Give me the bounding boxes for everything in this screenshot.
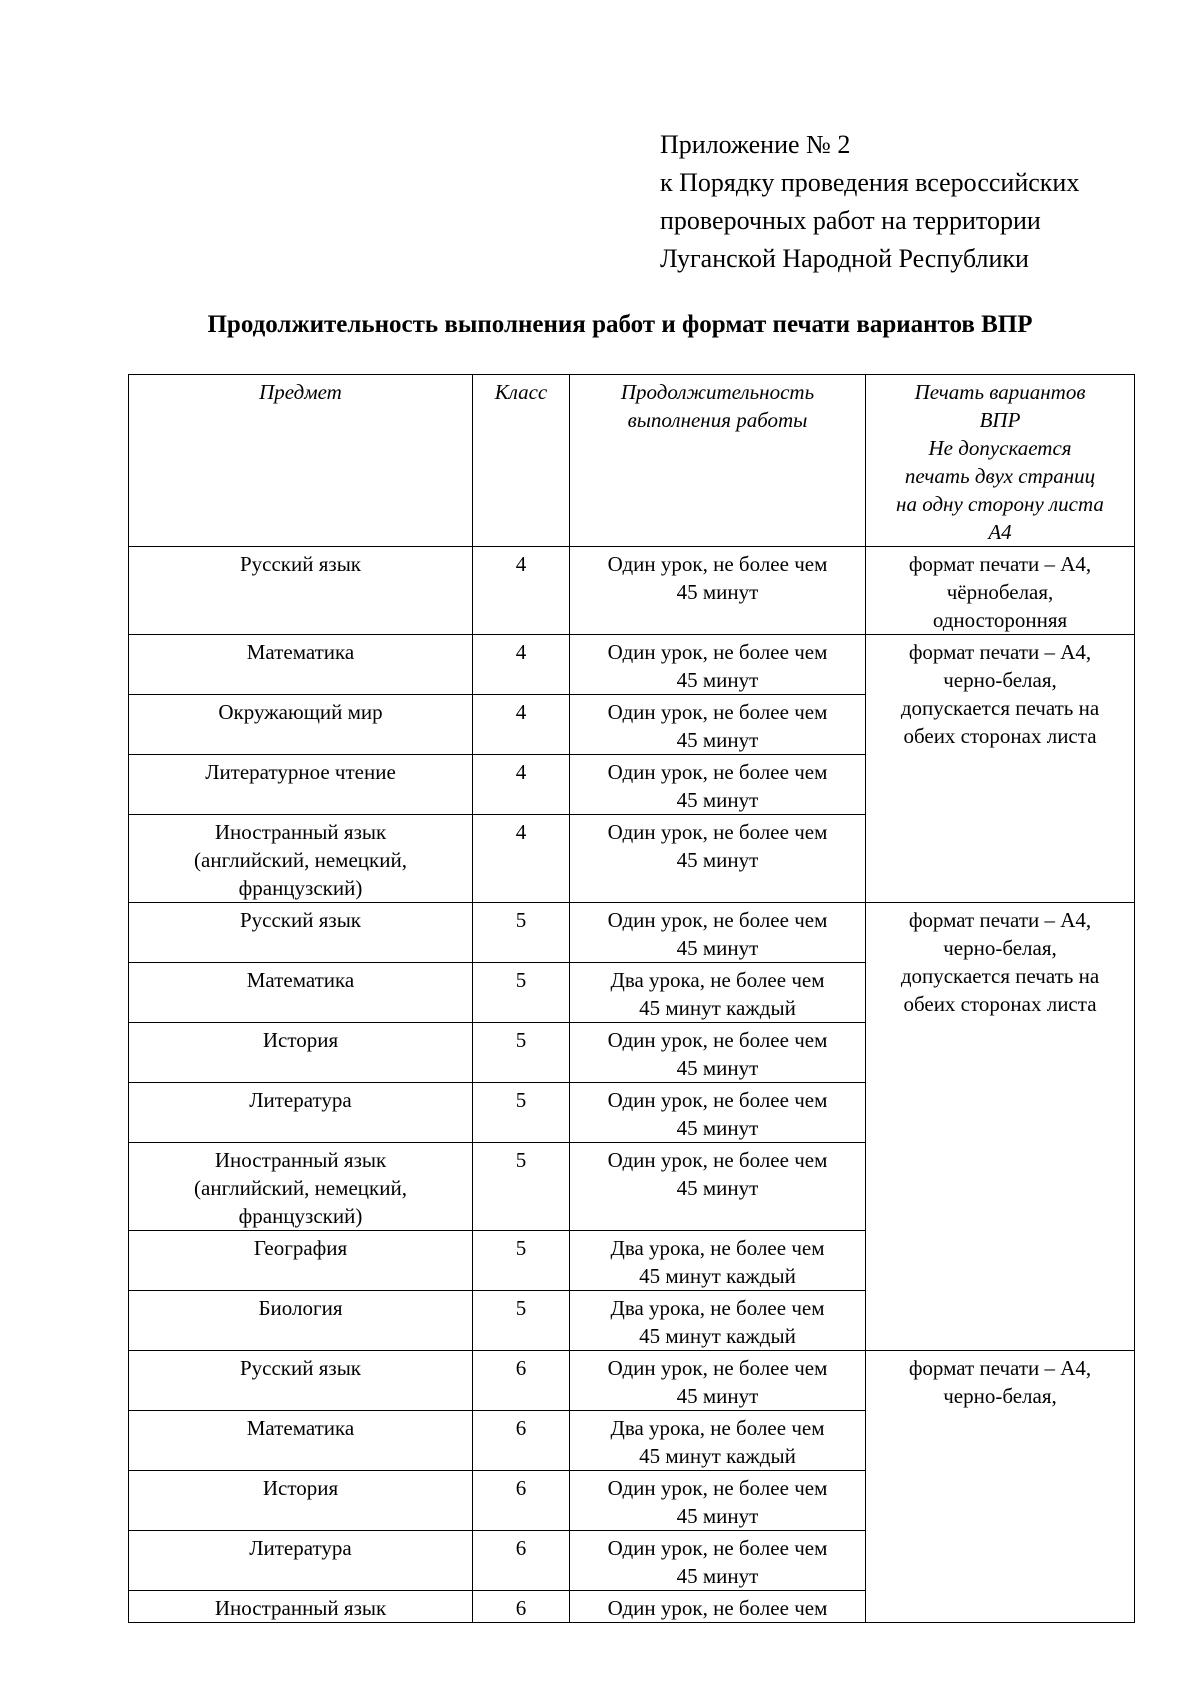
appendix-line: Луганской Народной Республики xyxy=(660,244,1029,273)
cell-subject: История xyxy=(129,1023,473,1083)
cell-subject: Литература xyxy=(129,1531,473,1591)
cell-subject: Иностранный язык (английский, немецкий, французский) xyxy=(129,815,473,903)
cell-duration: Один урок, не более чем 45 минут xyxy=(570,695,866,755)
cell-duration: Два урока, не более чем 45 минут каждый xyxy=(570,963,866,1023)
cell-grade: 4 xyxy=(473,635,570,695)
table-row xyxy=(129,903,1135,963)
appendix-line: Приложение № 2 xyxy=(660,130,851,159)
cell-grade: 5 xyxy=(473,963,570,1023)
cell-grade: 6 xyxy=(473,1411,570,1471)
cell-grade: 5 xyxy=(473,1143,570,1231)
cell-subject: Русский язык xyxy=(129,1351,473,1411)
cell-grade: 6 xyxy=(473,1471,570,1531)
cell-grade: 5 xyxy=(473,1291,570,1351)
cell-grade: 4 xyxy=(473,695,570,755)
cell-subject: Биология xyxy=(129,1291,473,1351)
appendix-line: проверочных работ на территории xyxy=(660,206,1041,235)
cell-grade: 6 xyxy=(473,1591,570,1623)
document-title: Продолжительность выполнения работ и формат печати вариантов ВПР xyxy=(207,311,1033,338)
cell-duration: Один урок, не более чем 45 минут xyxy=(570,755,866,815)
cell-duration: Один урок, не более чем 45 минут xyxy=(570,1471,866,1531)
cell-duration: Два урока, не более чем 45 минут каждый xyxy=(570,1231,866,1291)
table-header-row xyxy=(129,375,1135,547)
cell-duration: Один урок, не более чем 45 минут xyxy=(570,815,866,903)
cell-print-format: формат печати – А4, черно-белая, xyxy=(866,1351,1135,1623)
cell-grade: 4 xyxy=(473,547,570,635)
cell-subject: Литература xyxy=(129,1083,473,1143)
cell-subject: Русский язык xyxy=(129,547,473,635)
cell-duration: Один урок, не более чем 45 минут xyxy=(570,903,866,963)
cell-duration: Один урок, не более чем xyxy=(570,1591,866,1623)
appendix-block xyxy=(660,126,1079,278)
cell-grade: 5 xyxy=(473,903,570,963)
schedule-table xyxy=(128,374,1135,1623)
cell-duration: Один урок, не более чем 45 минут xyxy=(570,1351,866,1411)
table-row xyxy=(129,1351,1135,1411)
cell-duration: Один урок, не более чем 45 минут xyxy=(570,547,866,635)
cell-duration: Один урок, не более чем 45 минут xyxy=(570,1531,866,1591)
cell-subject: История xyxy=(129,1471,473,1531)
cell-subject: Математика xyxy=(129,1411,473,1471)
cell-grade: 5 xyxy=(473,1231,570,1291)
cell-subject: Иностранный язык xyxy=(129,1591,473,1623)
cell-grade: 5 xyxy=(473,1023,570,1083)
cell-grade: 4 xyxy=(473,755,570,815)
cell-print-format: формат печати – А4, чёрнобелая, односторонняя xyxy=(866,547,1135,635)
header-duration: Продолжительность выполнения работы xyxy=(570,375,866,547)
cell-print-format: формат печати – А4, черно-белая, допускается печать на обеих сторонах листа xyxy=(866,635,1135,903)
table-body xyxy=(129,547,1135,1623)
table-row xyxy=(129,635,1135,695)
cell-subject: Математика xyxy=(129,963,473,1023)
appendix-line: к Порядку проведения всероссийских xyxy=(660,168,1080,197)
cell-duration: Один урок, не более чем 45 минут xyxy=(570,635,866,695)
cell-print-format: формат печати – А4, черно-белая, допускается печать на обеих сторонах листа xyxy=(866,903,1135,1351)
cell-duration: Два урока, не более чем 45 минут каждый xyxy=(570,1291,866,1351)
cell-grade: 5 xyxy=(473,1083,570,1143)
cell-duration: Один урок, не более чем 45 минут xyxy=(570,1083,866,1143)
cell-subject: Русский язык xyxy=(129,903,473,963)
cell-grade: 4 xyxy=(473,815,570,903)
cell-grade: 6 xyxy=(473,1531,570,1591)
cell-subject: Математика xyxy=(129,635,473,695)
cell-duration: Один урок, не более чем 45 минут xyxy=(570,1023,866,1083)
cell-subject: Литературное чтение xyxy=(129,755,473,815)
cell-subject: Иностранный язык (английский, немецкий, французский) xyxy=(129,1143,473,1231)
cell-duration: Один урок, не более чем 45 минут xyxy=(570,1143,866,1231)
table-row xyxy=(129,547,1135,635)
cell-duration: Два урока, не более чем 45 минут каждый xyxy=(570,1411,866,1471)
header-print: Печать вариантов ВПР Не допускается печать двух страниц на одну сторону листа А4 xyxy=(866,375,1135,547)
header-grade: Класс xyxy=(473,375,570,547)
cell-subject: География xyxy=(129,1231,473,1291)
header-subject: Предмет xyxy=(129,375,473,547)
cell-grade: 6 xyxy=(473,1351,570,1411)
cell-subject: Окружающий мир xyxy=(129,695,473,755)
